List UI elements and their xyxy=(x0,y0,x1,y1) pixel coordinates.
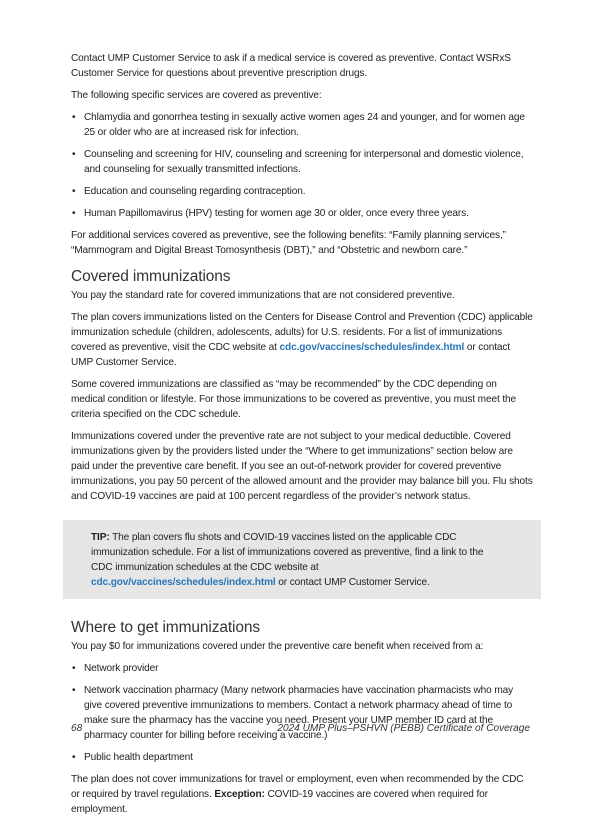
cdc-schedule-link[interactable]: cdc.gov/vaccines/schedules/index.html xyxy=(279,342,465,353)
tip-box xyxy=(63,520,541,599)
paragraph: You pay $0 for immunizations covered under the preventive care benefit when received from a: xyxy=(71,641,484,652)
page-footer xyxy=(71,723,530,734)
preventive-services-list xyxy=(71,110,533,221)
text: The plan does not cover immunizations for travel or employment, even when recommended by the CDC or required by travel regulations. xyxy=(71,774,524,800)
document-body xyxy=(71,51,533,824)
text: or contact UMP Customer Service. xyxy=(71,342,510,368)
exception-label: Exception: xyxy=(214,789,265,800)
section-heading-where-to-get-immunizations: Where to get immunizations xyxy=(71,619,260,636)
intro-paragraph: The following specific services are covered as preventive: xyxy=(71,90,322,101)
list-item: • Education and counseling regarding contraception. xyxy=(71,184,533,199)
list-item: • Network vaccination pharmacy (Many network pharmacies have vaccination pharmacists who may give covered preventive immunizations to members. Contact a network pharmacy ahead of time to make sure the pharmacy has the vaccine you need. Present your UMP member ID card at the pharmacy counter for billing before receiving a vaccine.) xyxy=(71,683,533,743)
paragraph xyxy=(71,310,533,370)
cdc-schedule-link[interactable]: cdc.gov/vaccines/schedules/index.html xyxy=(91,577,276,588)
paragraph: Some covered immunizations are classified as “may be recommended” by the CDC depending on medical condition or lifestyle. For those immunizations to be covered as preventive, you must meet the criteria specified on the CDC schedule. xyxy=(71,379,517,420)
tip-label: TIP: xyxy=(91,532,110,543)
list-item: • Chlamydia and gonorrhea testing in sexually active women ages 24 and younger, and for women age 25 or older who are at increased risk for infection. xyxy=(71,110,533,140)
text: The plan covers flu shots and COVID-19 vaccines listed on the applicable CDC immunization schedule. For a list of immunizations covered as preventive, find a link to the CDC immunization schedules at the CDC website at xyxy=(91,532,484,573)
list-item: • Public health department xyxy=(71,750,533,765)
page-number: 68 xyxy=(71,723,83,734)
paragraph xyxy=(71,772,533,817)
intro-paragraph: For additional services covered as preventive, see the following benefits: “Family planning services,” “Mammogram and Digital Breast Tomosynthesis (DBT),” and “Obstetric and newborn care.” xyxy=(71,230,506,256)
intro-paragraph: Contact UMP Customer Service to ask if a medical service is covered as preventive. Contact WSRxS Customer Service for questions about preventive prescription drugs. xyxy=(71,53,511,79)
section-heading-covered-immunizations: Covered immunizations xyxy=(71,268,231,285)
tip-text xyxy=(91,530,501,590)
text: COVID-19 vaccines are covered when required for employment. xyxy=(71,789,488,815)
list-item: • Counseling and screening for HIV, counseling and screening for interpersonal and domestic violence, and counseling for sexually transmitted infections. xyxy=(71,147,533,177)
list-item: • Human Papillomavirus (HPV) testing for women age 30 or older, once every three years. xyxy=(71,206,533,221)
paragraph: Immunizations covered under the preventive rate are not subject to your medical deductible. Covered immunizations given by the providers listed under the “Where to get immunizations” section below are paid under the preventive care benefit. If you see an out-of-network provider for covered preventive immunizations, you pay 50 percent of the allowed amount and the provider may balance bill you. Flu shots and COVID-19 vaccines are paid at 100 percent regardless of the provider’s network status. xyxy=(71,431,533,502)
immunization-locations-list xyxy=(71,661,533,765)
list-item: • Network provider xyxy=(71,661,533,676)
document-title: 2024 UMP Plus–PSHVN (PEBB) Certificate of Coverage xyxy=(277,723,530,734)
text: The plan covers immunizations listed on the Centers for Disease Control and Prevention (CDC) applicable immunization schedule (children, adolescents, adults) for U.S. residents. For a list of immunizations covered as preventive, visit the CDC website at xyxy=(71,312,533,353)
paragraph: You pay the standard rate for covered immunizations that are not considered preventive. xyxy=(71,290,455,301)
text: or contact UMP Customer Service. xyxy=(275,577,430,588)
